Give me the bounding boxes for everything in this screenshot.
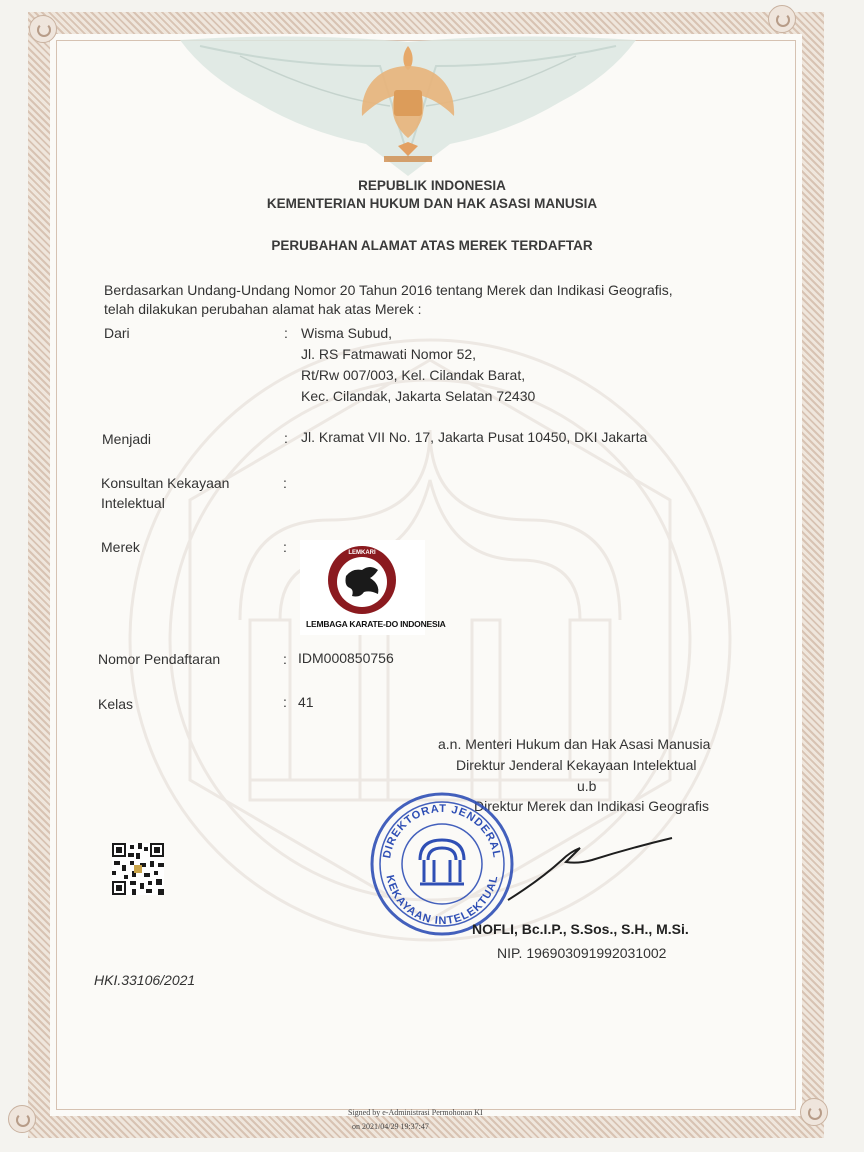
esign-footer-line-1: Signed by e-Administrasi Permohonan KI (348, 1108, 483, 1117)
signatory-name: NOFLI, Bc.I.P., S.Sos., S.H., M.Si. (472, 921, 689, 937)
dari-address-line: Kec. Cilandak, Jakarta Selatan 72430 (301, 388, 536, 404)
konsultan-label: Intelektual (101, 495, 165, 511)
signature-line-2: Direktur Jenderal Kekayaan Intelektual (456, 757, 697, 773)
corner-ornament-icon (800, 1098, 828, 1126)
dari-label: Dari (104, 325, 130, 341)
field-colon: : (284, 325, 288, 341)
country-heading: REPUBLIK INDONESIA (358, 178, 506, 193)
svg-text:KEKAYAAN INTELEKTUAL: KEKAYAAN INTELEKTUAL (383, 873, 501, 928)
field-colon: : (283, 694, 287, 710)
svg-text:LEMKARI: LEMKARI (348, 550, 376, 556)
field-colon: : (283, 651, 287, 667)
reference-number: HKI.33106/2021 (94, 972, 196, 988)
intro-line-2: telah dilakukan perubahan alamat hak atas Merek : (104, 301, 422, 317)
intro-line-1: Berdasarkan Undang-Undang Nomor 20 Tahun 2016 tentang Merek dan Indikasi Geografis, (104, 282, 673, 298)
document-title: PERUBAHAN ALAMAT ATAS MEREK TERDAFTAR (271, 238, 593, 253)
dari-address-line: Rt/Rw 007/003, Kel. Cilandak Barat, (301, 367, 526, 383)
garuda-emblem-icon (180, 36, 636, 176)
official-stamp-icon (368, 790, 516, 938)
merek-label: Merek (101, 539, 140, 555)
kelas-value: 41 (298, 694, 314, 710)
signatory-nip: NIP. 196903091992031002 (497, 945, 667, 961)
trademark-caption: LEMBAGA KARATE-DO INDONESIA (306, 619, 446, 629)
handwritten-signature (500, 830, 680, 910)
corner-ornament-icon (8, 1105, 36, 1133)
dari-address-line: Jl. RS Fatmawati Nomor 52, (301, 346, 477, 362)
kelas-label: Kelas (98, 696, 134, 712)
menjadi-label: Menjadi (102, 431, 152, 447)
corner-ornament-icon (768, 5, 796, 33)
nomor-value: IDM000850756 (298, 650, 394, 666)
field-colon: : (284, 430, 288, 446)
qr-code-icon (112, 843, 164, 895)
ministry-heading: KEMENTERIAN HUKUM DAN HAK ASASI MANUSIA (266, 196, 598, 211)
konsultan-label: Konsultan Kekayaan (101, 475, 230, 491)
menjadi-value: Jl. Kramat VII No. 17, Jakarta Pusat 10450, DKI Jakarta (301, 429, 648, 445)
dari-address-line: Wisma Subud, (301, 325, 393, 341)
esign-footer-line-2: on 2021/04/29 19:37:47 (352, 1122, 429, 1131)
signature-line-3: u.b (577, 778, 597, 794)
field-colon: : (283, 539, 287, 555)
signature-line-4: Direktur Merek dan Indikasi Geografis (474, 798, 709, 814)
signature-line-1: a.n. Menteri Hukum dan Hak Asasi Manusia (438, 736, 711, 752)
field-colon: : (283, 475, 287, 491)
nomor-label: Nomor Pendaftaran (98, 651, 221, 667)
corner-ornament-icon (29, 15, 57, 43)
svg-text:DIREKTORAT JENDERAL: DIREKTORAT JENDERAL (381, 802, 503, 860)
